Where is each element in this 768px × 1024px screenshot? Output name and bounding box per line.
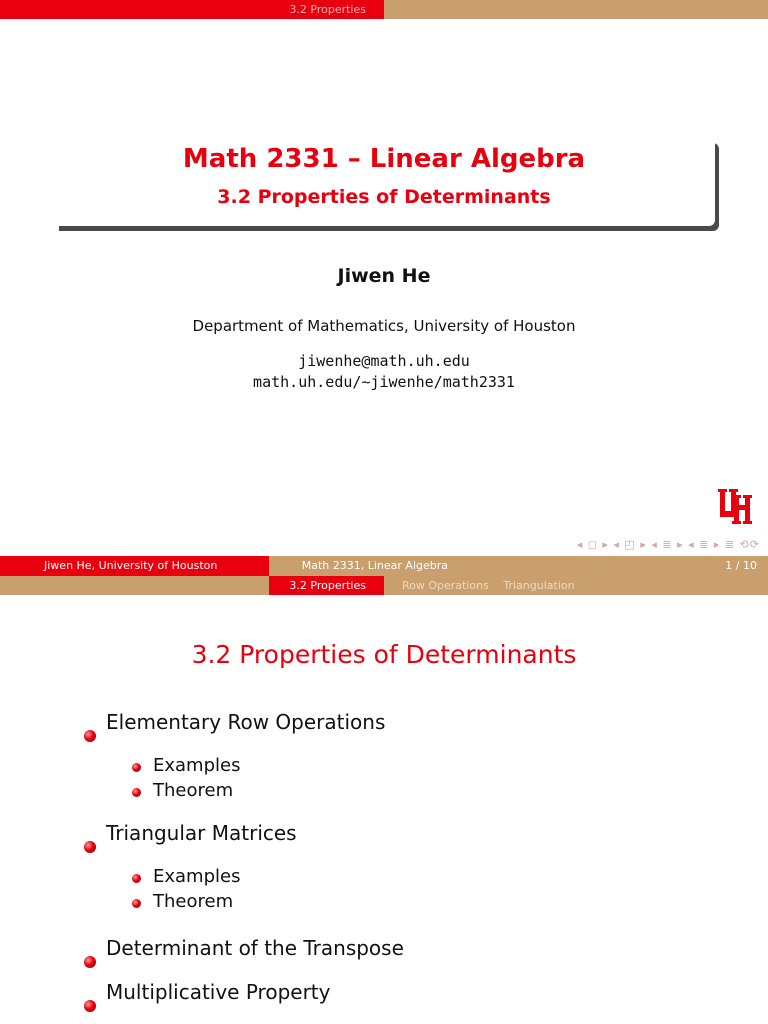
bullet-icon [132, 788, 141, 797]
section-navigation-bar [0, 576, 768, 595]
outline-item: Elementary Row Operations [106, 710, 386, 734]
bullet-icon [132, 899, 141, 908]
bullet-icon [84, 1000, 96, 1012]
bullet-icon [132, 763, 141, 772]
outline-subitem: Theorem [153, 891, 234, 912]
course-url: math.uh.edu/∼jiwenhe/math2331 [253, 373, 515, 391]
footline [0, 556, 768, 576]
bullet-icon [84, 956, 96, 968]
outline-item: Triangular Matrices [106, 821, 297, 845]
outline-subitem: Examples [153, 755, 241, 776]
nav-subsections [384, 576, 768, 595]
nav-subsections [384, 0, 768, 19]
nav-subsection-triangulation[interactable]: Triangulation [503, 579, 575, 592]
nav-current-section[interactable]: 3.2 Properties [0, 0, 384, 19]
bullet-icon [132, 874, 141, 883]
footer-course-title: Math 2331, Linear Algebra [269, 556, 470, 576]
university-logo-icon [718, 487, 752, 525]
outline-subitem: Examples [153, 866, 241, 887]
outline-item: Determinant of the Transpose [106, 936, 404, 960]
section-navigation-bar [0, 0, 768, 19]
nav-subsection-row-operations[interactable]: Row Operations [402, 579, 489, 592]
author-email: jiwenhe@math.uh.edu [298, 352, 470, 370]
outline-slide [0, 576, 768, 1024]
presentation-subtitle: 3.2 Properties of Determinants [217, 186, 551, 208]
nav-current-section[interactable]: 3.2 Properties [269, 576, 384, 595]
footer-author-institute: Jiwen He, University of Houston [0, 556, 269, 576]
outline-item: Multiplicative Property [106, 980, 331, 1004]
bullet-icon [84, 730, 96, 742]
beamer-navigation-symbols[interactable]: ◂ ◻ ▸ ◂ ◰ ▸ ◂ ≣ ▸ ◂ ≣ ▸ ≣ ⟲⟳ [576, 538, 760, 551]
nav-blank [0, 576, 269, 595]
footer-page-number: 1 / 10 [470, 556, 768, 576]
author-institute: Department of Mathematics, University of Houston [192, 317, 576, 335]
frame-title: 3.2 Properties of Determinants [191, 640, 577, 669]
author-name: Jiwen He [337, 265, 431, 287]
bullet-icon [84, 841, 96, 853]
presentation-title: Math 2331 – Linear Algebra [182, 144, 586, 174]
outline-subitem: Theorem [153, 780, 234, 801]
